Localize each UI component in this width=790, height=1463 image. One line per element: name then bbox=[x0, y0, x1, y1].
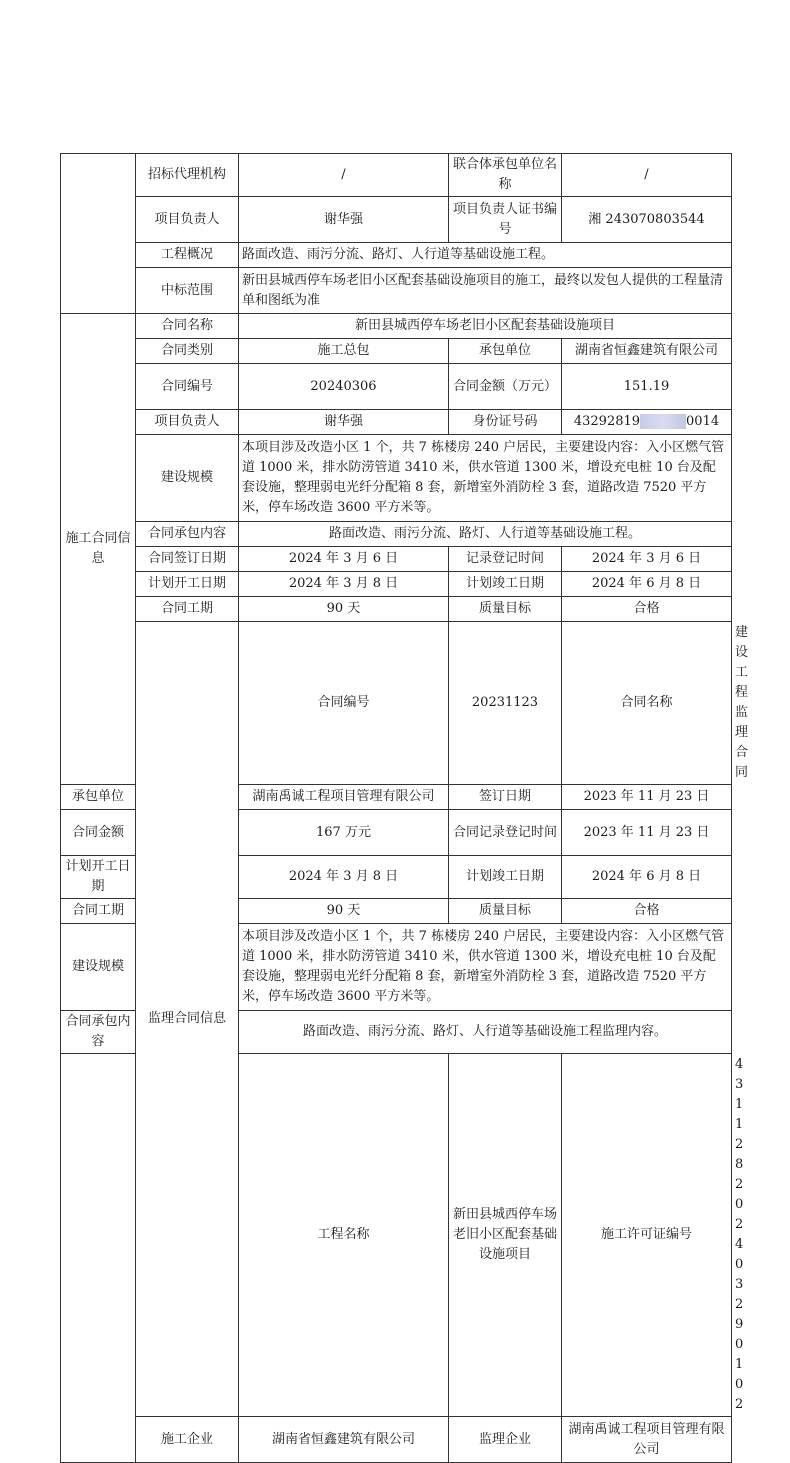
cert-value: 湘 243070803544 bbox=[562, 197, 732, 243]
s-amount-value: 167 万元 bbox=[239, 810, 449, 856]
s-period-value: 90 天 bbox=[239, 899, 449, 924]
c-manager-value: 谢华强 bbox=[239, 410, 449, 435]
c-name-label: 合同名称 bbox=[136, 314, 239, 339]
s-period-label: 合同工期 bbox=[61, 899, 136, 924]
p-supervisor-label: 监理企业 bbox=[449, 1417, 562, 1463]
s-quality-value: 合格 bbox=[562, 899, 732, 924]
s-sign-label: 签订日期 bbox=[449, 785, 562, 810]
permit-section-label bbox=[61, 1054, 136, 1463]
c-end-value: 2024 年 6 月 8 日 bbox=[562, 572, 732, 597]
project-info-table: 招标代理机构 / 联合体承包单位名称 / 项目负责人 谢华强 项目负责人证书编号 湘 243070803544 工程概况 路面改造、雨污分流、路灯、人行道等基础设施工程。 中标范围 新田县城西停车场老旧小区配套基础设施项目的施工，最终以发包人提供的工程量清单和图纸为准 施工合同信息 合同名称 新田县城西停车场老旧小区配套基础设施项目 合同类别 施工总包 承包单位 湖南省恒鑫建筑有限公司 合同编号 20240306 合同金额（万元） 151.19 项目负责人 谢华强 身份证号码 43292819 0014 建设规模 本项目涉及改造小区 1 个，共 7 栋楼房 240 户居民，主要建设内容：入小区燃气管道 1000 米，排水防涝管道 3410 米，供水管道 1300 米，增设充电桩 10 台及配套设施，整理弱电光纤分配箱 8 套，新增室外消防栓 3 套，道路改造 7520 平方米，停车场改造 3600 平方米等。 合同承包内容 路面改造、雨污分流、路灯、人行道等基础设施工程。 合同签订日期 2024 年 3 月 6 日 记录登记时间 2024 年 3 月 6 日 计划开工日期 2024 年 3 月 8 日 计划竣工日期 2024 年 6 月 8 日 合同工期 90 天 质量目标 合格 监理合同信息 合同编号 20231123 合同名称 建设工程监理合同 承包单位 湖南禹诚工程项目管理有限公司 签订日期 2023 年 11 月 23 日 合同金额 167 万元 合同记录登记时间 2023 年 11 月 23 日 计划开工日期 2024 年 3 月 8 日 计划竣工日期 2024 年 6 月 8 日 合同工期 90 天 质量目标 合格 建设规模 本项目涉及改造小区 1 个，共 7 栋楼房 240 户居民，主要建设内容：入小区燃气管道 1000 米，排水防涝管道 3410 米，供水管道 1300 米，增设充电桩 10 台及配套设施，整理弱电光纤分配箱 8 套，新增室外消防栓 3 套，道路改造 7520 平方米，停车场改造 3600 平方米等。 合同承包内容 路面改造、雨污分流、路灯、人行道等基础设施工程监理内容。 工程名称 新田县城西停车场老旧小区配套基础设施项目 施工许可证编号 431128202403290102 施工企业 湖南省恒鑫建筑有限公司 监理企业 湖南禹诚工程项目管理有限公司 bbox=[60, 153, 732, 1463]
p-project-label: 工程名称 bbox=[239, 1054, 449, 1417]
agent-label: 招标代理机构 bbox=[136, 154, 239, 197]
s-end-value: 2024 年 6 月 8 日 bbox=[562, 856, 732, 899]
overview-label: 工程概况 bbox=[136, 243, 239, 268]
scope-label: 中标范围 bbox=[136, 268, 239, 314]
c-content-value: 路面改造、雨污分流、路灯、人行道等基础设施工程。 bbox=[239, 522, 732, 547]
p-supervisor-value: 湖南禹诚工程项目管理有限公司 bbox=[562, 1417, 732, 1463]
c-period-label: 合同工期 bbox=[136, 597, 239, 622]
scope-value: 新田县城西停车场老旧小区配套基础设施项目的施工，最终以发包人提供的工程量清单和图纸为准 bbox=[239, 268, 732, 314]
agent-value: / bbox=[239, 154, 449, 197]
cert-label: 项目负责人证书编号 bbox=[449, 197, 562, 243]
c-scale-value: 本项目涉及改造小区 1 个，共 7 栋楼房 240 户居民，主要建设内容：入小区燃气管道 1000 米，排水防涝管道 3410 米，供水管道 1300 米，增设充电桩 10 台及配套设施，整理弱电光纤分配箱 8 套，新增室外消防栓 3 套，道路改造 7520 平方米，停车场改造 3600 平方米等。 bbox=[239, 435, 732, 522]
bid-manager-value: 谢华强 bbox=[239, 197, 449, 243]
s-end-label: 计划竣工日期 bbox=[449, 856, 562, 899]
s-content-label: 合同承包内容 bbox=[61, 1011, 136, 1054]
c-quality-value: 合格 bbox=[562, 597, 732, 622]
s-contractor-label: 承包单位 bbox=[61, 785, 136, 810]
consortium-value: / bbox=[562, 154, 732, 197]
bid-manager-label: 项目负责人 bbox=[136, 197, 239, 243]
c-id-label: 身份证号码 bbox=[449, 410, 562, 435]
s-start-value: 2024 年 3 月 8 日 bbox=[239, 856, 449, 899]
bidding-section-label bbox=[61, 154, 136, 314]
p-permit-label: 施工许可证编号 bbox=[562, 1054, 732, 1417]
p-builder-value: 湖南省恒鑫建筑有限公司 bbox=[239, 1417, 449, 1463]
s-content-value: 路面改造、雨污分流、路灯、人行道等基础设施工程监理内容。 bbox=[239, 1011, 732, 1054]
overview-value: 路面改造、雨污分流、路灯、人行道等基础设施工程。 bbox=[239, 243, 732, 268]
c-type-label: 合同类别 bbox=[136, 339, 239, 364]
c-sign-value: 2024 年 3 月 6 日 bbox=[239, 547, 449, 572]
p-builder-label: 施工企业 bbox=[136, 1417, 239, 1463]
c-type-value: 施工总包 bbox=[239, 339, 449, 364]
s-amount-label: 合同金额 bbox=[61, 810, 136, 856]
s-record-label: 合同记录登记时间 bbox=[449, 810, 562, 856]
c-end-label: 计划竣工日期 bbox=[449, 572, 562, 597]
s-start-label: 计划开工日期 bbox=[61, 856, 136, 899]
s-record-value: 2023 年 11 月 23 日 bbox=[562, 810, 732, 856]
c-no-label: 合同编号 bbox=[136, 364, 239, 410]
c-quality-label: 质量目标 bbox=[449, 597, 562, 622]
c-scale-label: 建设规模 bbox=[136, 435, 239, 522]
id-suffix: 0014 bbox=[686, 414, 720, 429]
c-content-label: 合同承包内容 bbox=[136, 522, 239, 547]
c-id-value bbox=[562, 410, 732, 435]
c-no-value: 20240306 bbox=[239, 364, 449, 410]
redaction-mask bbox=[640, 414, 686, 429]
c-start-value: 2024 年 3 月 8 日 bbox=[239, 572, 449, 597]
id-prefix: 43292819 bbox=[573, 414, 641, 429]
s-contractor-value: 湖南禹诚工程项目管理有限公司 bbox=[239, 785, 449, 810]
c-start-label: 计划开工日期 bbox=[136, 572, 239, 597]
s-quality-label: 质量目标 bbox=[449, 899, 562, 924]
s-no-value: 20231123 bbox=[449, 622, 562, 785]
c-sign-label: 合同签订日期 bbox=[136, 547, 239, 572]
consortium-label: 联合体承包单位名称 bbox=[449, 154, 562, 197]
s-name-label: 合同名称 bbox=[562, 622, 732, 785]
c-contractor-label: 承包单位 bbox=[449, 339, 562, 364]
c-period-value: 90 天 bbox=[239, 597, 449, 622]
s-sign-value: 2023 年 11 月 23 日 bbox=[562, 785, 732, 810]
c-manager-label: 项目负责人 bbox=[136, 410, 239, 435]
s-no-label: 合同编号 bbox=[239, 622, 449, 785]
c-record-value: 2024 年 3 月 6 日 bbox=[562, 547, 732, 572]
p-project-value: 新田县城西停车场老旧小区配套基础设施项目 bbox=[449, 1054, 562, 1417]
c-record-label: 记录登记时间 bbox=[449, 547, 562, 572]
c-amount-label: 合同金额（万元） bbox=[449, 364, 562, 410]
c-amount-value: 151.19 bbox=[562, 364, 732, 410]
s-scale-value: 本项目涉及改造小区 1 个，共 7 栋楼房 240 户居民，主要建设内容：入小区燃气管道 1000 米，排水防涝管道 3410 米，供水管道 1300 米，增设充电桩 10 台及配套设施，整理弱电光纤分配箱 8 套，新增室外消防栓 3 套，道路改造 7520 平方米，停车场改造 3600 平方米等。 bbox=[239, 924, 732, 1011]
c-contractor-value: 湖南省恒鑫建筑有限公司 bbox=[562, 339, 732, 364]
c-name-value: 新田县城西停车场老旧小区配套基础设施项目 bbox=[239, 314, 732, 339]
s-scale-label: 建设规模 bbox=[61, 924, 136, 1011]
construction-section-label: 施工合同信息 bbox=[61, 314, 136, 785]
supervision-section-label: 监理合同信息 bbox=[136, 622, 239, 1417]
